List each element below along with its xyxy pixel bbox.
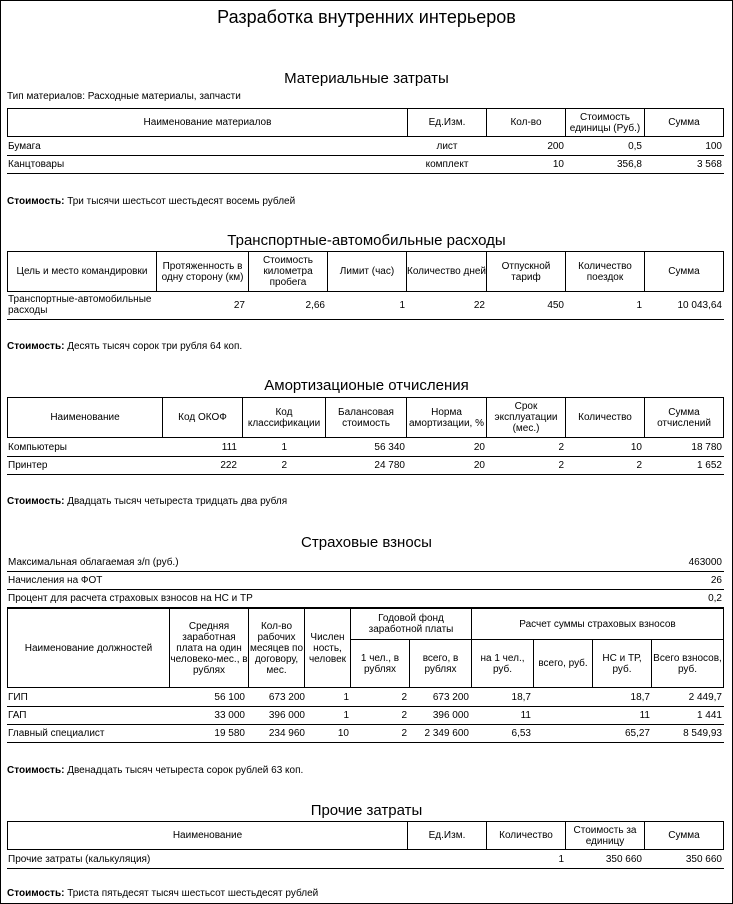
amort-header-rate: Норма амортизации, % <box>406 397 487 438</box>
ins-header-calc-per-person: на 1 чел., руб. <box>471 639 534 688</box>
cell-unit-cost: 356,8 <box>616 159 642 170</box>
materials-header-unit-cost: Стоимость единицы (Руб.) <box>565 108 645 137</box>
table-row <box>7 439 724 457</box>
report-title: Разработка внутренних интерьеров <box>217 7 516 27</box>
cell-calc-per-person: 6,53 <box>511 728 531 739</box>
materials-header-name: Наименование материалов <box>7 108 408 137</box>
param-value: 463000 <box>688 557 722 568</box>
insurance-param-row <box>7 590 724 608</box>
cell-qty: 1 <box>558 854 564 865</box>
cell-headcount: 1 <box>343 692 349 703</box>
cell-term: 2 <box>558 460 564 471</box>
cell-trips: 1 <box>636 300 642 311</box>
table-row <box>7 293 724 320</box>
transport-header-km-cost: Стоимость километра пробега <box>248 251 328 292</box>
cell-work-months: 234 960 <box>268 728 305 739</box>
other-header-name: Наименование <box>7 821 408 850</box>
materials-type-line: Тип материалов: Расходные материалы, запчасти <box>7 91 241 102</box>
amort-header-name: Наименование <box>7 397 163 438</box>
other-header-unit-cost: Стоимость за единицу <box>565 821 645 850</box>
transport-header-distance: Протяженность в одну сторону (км) <box>156 251 249 292</box>
cost-label: Стоимость: <box>7 888 65 899</box>
cell-balance: 56 340 <box>374 442 405 453</box>
cell-km-cost: 2,66 <box>305 300 325 311</box>
cell-work-months: 673 200 <box>268 692 305 703</box>
cell-avg-salary: 33 000 <box>214 710 245 721</box>
cell-avg-salary: 56 100 <box>214 692 245 703</box>
param-label: Процент для расчета страховых взносов на НС и ТР <box>8 593 253 604</box>
amort-header-balance: Балансовая стоимость <box>325 397 407 438</box>
ins-header-headcount: Числен ность, человек <box>304 608 351 688</box>
other-heading: Прочие затраты <box>310 802 423 819</box>
ins-header-position: Наименование должностей <box>7 608 170 688</box>
transport-cost-line <box>7 341 242 353</box>
transport-header-tariff: Отпускной тариф <box>486 251 566 292</box>
ins-header-annual-fund: Годовой фонд заработной платы <box>350 608 472 640</box>
ins-header-per-person: 1 чел., в рублях <box>350 639 410 688</box>
cell-headcount: 1 <box>343 710 349 721</box>
ins-header-avg-salary: Средняя заработная плата на один человеко-мес., в рублях <box>169 608 249 688</box>
other-header-sum: Сумма <box>644 821 724 850</box>
ins-header-all-contrib: Всего взносов, руб. <box>651 639 724 688</box>
param-value: 0,2 <box>708 593 722 604</box>
cell-total: 673 200 <box>432 692 469 703</box>
cell-unit: лист <box>436 141 458 152</box>
amort-heading: Амортизационые отчисления <box>264 377 469 394</box>
cell-all-contrib: 2 449,7 <box>688 692 722 703</box>
cell-days: 22 <box>473 300 485 311</box>
amort-header-count: Количество <box>565 397 645 438</box>
insurance-cost-line <box>7 765 303 777</box>
other-header-unit: Ед.Изм. <box>407 821 487 850</box>
cost-label: Стоимость: <box>7 496 65 507</box>
cell-total: 396 000 <box>432 710 469 721</box>
cell-ns-tr: 11 <box>639 710 650 721</box>
param-label: Начисления на ФОТ <box>8 575 103 586</box>
materials-heading: Материальные затраты <box>284 70 449 87</box>
param-label: Максимальная облагаемая з/п (руб.) <box>8 557 179 568</box>
cell-distance: 27 <box>233 300 245 311</box>
ins-header-calc-total: всего, руб. <box>533 639 593 688</box>
cell-position: Главный специалист <box>8 728 105 739</box>
insurance-heading: Страховые взносы <box>301 534 432 551</box>
other-cost-text: Триста пятьдесят тысяч шестьсот шестьдесят рублей <box>67 888 319 899</box>
amort-header-class: Код классификации <box>242 397 326 438</box>
amort-cost-line <box>7 496 287 508</box>
table-row <box>7 156 724 174</box>
cell-limit: 1 <box>399 300 405 311</box>
cell-count: 10 <box>630 442 642 453</box>
cell-purpose: Транспортные-автомобильные расходы <box>8 294 152 316</box>
cell-sum: 10 043,64 <box>677 300 722 311</box>
cell-all-contrib: 1 441 <box>696 710 722 721</box>
ins-header-calc: Расчет суммы страховых взносов <box>471 608 724 640</box>
cell-unit: комплект <box>425 159 469 170</box>
table-row <box>7 725 724 743</box>
transport-header-days: Количество дней <box>406 251 487 292</box>
cell-position: ГИП <box>8 692 28 703</box>
insurance-param-row <box>7 554 724 572</box>
cell-rate: 20 <box>473 460 485 471</box>
amort-header-okof: Код ОКОФ <box>162 397 243 438</box>
other-header-qty: Количество <box>486 821 566 850</box>
cell-name: Компьютеры <box>8 442 67 453</box>
cell-sum: 3 568 <box>696 159 722 170</box>
ins-header-ns-tr: НС и ТР, руб. <box>592 639 652 688</box>
transport-header-purpose: Цель и место командировки <box>7 251 157 292</box>
cell-per-person: 2 <box>401 728 407 739</box>
cell-position: ГАП <box>8 710 27 721</box>
cell-per-person: 2 <box>401 710 407 721</box>
cell-work-months: 396 000 <box>268 710 305 721</box>
cell-all-contrib: 8 549,93 <box>683 728 722 739</box>
cell-name: Принтер <box>8 460 48 471</box>
cell-rate: 20 <box>473 442 485 453</box>
cost-label: Стоимость: <box>7 765 65 776</box>
cell-name: Канцтовары <box>8 159 65 170</box>
cell-calc-per-person: 11 <box>520 710 531 721</box>
amort-header-term: Срок эксплуатации (мес.) <box>486 397 566 438</box>
cell-total: 2 349 600 <box>424 728 469 739</box>
cost-label: Стоимость: <box>7 341 65 352</box>
cell-ns-tr: 18,7 <box>630 692 650 703</box>
cell-qty: 200 <box>547 141 564 152</box>
cell-sum: 100 <box>705 141 722 152</box>
cell-okof: 222 <box>220 460 237 471</box>
table-row <box>7 707 724 725</box>
amort-header-sum: Сумма отчислений <box>644 397 724 438</box>
table-row <box>7 138 724 156</box>
cell-unit-cost: 0,5 <box>628 141 642 152</box>
cell-sum: 1 652 <box>696 460 722 471</box>
cell-headcount: 10 <box>337 728 349 739</box>
transport-heading: Транспортные-автомобильные расходы <box>227 232 506 249</box>
materials-header-qty: Кол-во <box>486 108 566 137</box>
ins-header-work-months: Кол-во рабочих месяцев по договору, мес. <box>248 608 305 688</box>
materials-cost-text: Три тысячи шестьсот шестьдесят восемь рублей <box>67 196 296 207</box>
transport-cost-text: Десять тысяч сорок три рубля 64 коп. <box>67 341 243 352</box>
cell-per-person: 2 <box>401 692 407 703</box>
cell-sum: 350 660 <box>685 854 722 865</box>
cell-okof: 111 <box>221 442 237 453</box>
cell-sum: 18 780 <box>691 442 722 453</box>
insurance-cost-text: Двенадцать тысяч четыреста сорок рублей 63 коп. <box>67 765 304 776</box>
cell-term: 2 <box>558 442 564 453</box>
transport-header-trips: Количество поездок <box>565 251 645 292</box>
transport-header-sum: Сумма <box>644 251 724 292</box>
cell-ns-tr: 65,27 <box>624 728 650 739</box>
ins-header-total: всего, в рублях <box>409 639 472 688</box>
insurance-param-row <box>7 572 724 590</box>
materials-header-unit: Ед.Изм. <box>407 108 487 137</box>
amort-cost-text: Двадцать тысяч четыреста тридцать два рубля <box>67 496 288 507</box>
materials-cost-line <box>7 196 295 208</box>
cell-avg-salary: 19 580 <box>214 728 245 739</box>
table-row <box>7 851 724 869</box>
cell-class: 2 <box>281 460 287 471</box>
table-row <box>7 457 724 475</box>
cell-qty: 10 <box>552 159 564 170</box>
param-value: 26 <box>710 575 722 586</box>
cell-unit-cost: 350 660 <box>605 854 642 865</box>
cell-calc-per-person: 18,7 <box>511 692 531 703</box>
cell-balance: 24 780 <box>374 460 405 471</box>
table-row <box>7 689 724 707</box>
cell-tariff: 450 <box>547 300 564 311</box>
materials-header-sum: Сумма <box>644 108 724 137</box>
cell-count: 2 <box>636 460 642 471</box>
cell-name: Прочие затраты (калькуляция) <box>8 854 151 865</box>
cell-class: 1 <box>281 442 287 453</box>
cell-name: Бумага <box>8 141 41 152</box>
cost-label: Стоимость: <box>7 196 65 207</box>
transport-header-limit: Лимит (час) <box>327 251 407 292</box>
other-cost-line <box>7 888 318 900</box>
